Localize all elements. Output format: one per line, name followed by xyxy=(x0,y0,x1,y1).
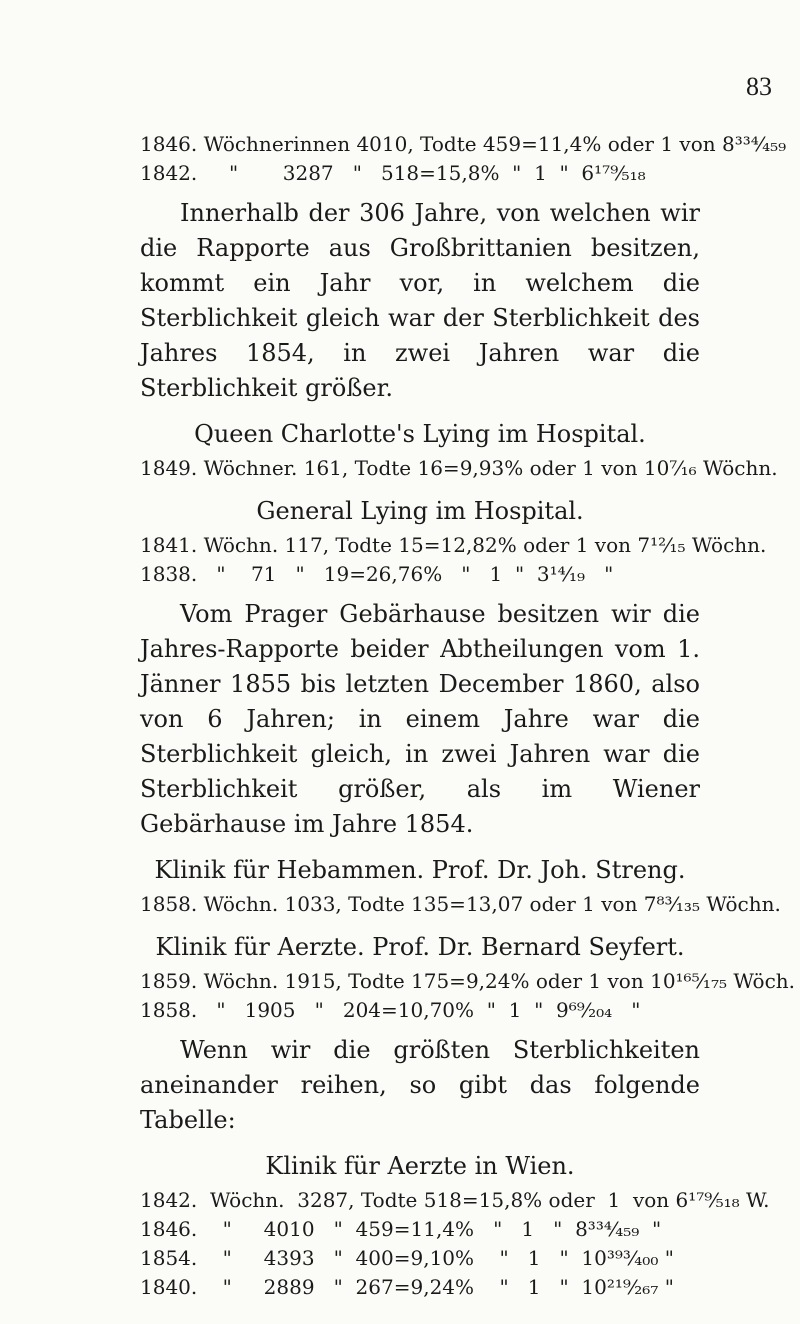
paragraph-great-britain: Innerhalb der 306 Jahre, von welchen wir die Rapporte aus Großbrittanien besitzen, kommt ein Jahr vor, in welchem die Sterblichkeit gleich war der Sterblichkeit des Jahres 1854, in zwei Jahren war die Sterblichkeit größer. xyxy=(140,199,700,402)
stat-seyfert-1858: 1858. " 1905 " 204=10,70% " 1 " 9⁶⁹⁄₂₀₄ " xyxy=(140,998,641,1022)
heading-general-lying-in: General Lying im Hospital. xyxy=(256,497,584,525)
heading-klinik-hebammen: Klinik für Hebammen. Prof. Dr. Joh. Streng. xyxy=(154,856,686,884)
stat-seyfert-1859: 1859. Wöchn. 1915, Todte 175=9,24% oder 1 von 10¹⁶⁵⁄₁₇₅ Wöch. xyxy=(140,969,796,993)
page-number: 83 xyxy=(746,72,772,101)
page-content xyxy=(140,130,796,1302)
heading-klinik-aerzte-wien: Klinik für Aerzte in Wien. xyxy=(265,1152,575,1180)
stat-line-1846: 1846. Wöchnerinnen 4010, Todte 459=11,4% oder 1 von 8³³⁴⁄₄₅₉ xyxy=(140,132,787,156)
paragraph-largest-mortality: Wenn wir die größten Sterblichkeiten aneinander reihen, so gibt das folgende Tabelle: xyxy=(140,1036,700,1134)
stat-line-1842: 1842. " 3287 " 518=15,8% " 1 " 6¹⁷⁹⁄₅₁₈ xyxy=(140,161,646,185)
wien-row-1840: 1840. " 2889 " 267=9,24% " 1 " 10²¹⁹⁄₂₆₇ " xyxy=(140,1275,674,1299)
wien-row-1854: 1854. " 4393 " 400=9,10% " 1 " 10³⁹³⁄₄₀₀ " xyxy=(140,1246,674,1270)
stat-general-1838: 1838. " 71 " 19=26,76% " 1 " 3¹⁴⁄₁₉ " xyxy=(140,562,614,586)
stat-general-1841: 1841. Wöchn. 117, Todte 15=12,82% oder 1 von 7¹²⁄₁₅ Wöchn. xyxy=(140,533,767,557)
stat-streng-1858: 1858. Wöchn. 1033, Todte 135=13,07 oder 1 von 7⁸³⁄₁₃₅ Wöchn. xyxy=(140,892,781,916)
heading-klinik-aerzte-seyfert: Klinik für Aerzte. Prof. Dr. Bernard Seyfert. xyxy=(155,933,685,961)
heading-queen-charlotte: Queen Charlotte's Lying im Hospital. xyxy=(194,420,646,448)
wien-row-1846: 1846. " 4010 " 459=11,4% " 1 " 8³³⁴⁄₄₅₉ " xyxy=(140,1217,662,1241)
paragraph-prague: Vom Prager Gebärhause besitzen wir die Jahres-Rapporte beider Abtheilungen vom 1. Jänner 1855 bis letzten December 1860, also von 6 Jahren; in einem Jahre war die Sterblichkeit gleich, in zwei Jahren war die Sterblichkeit größer, als im Wiener Gebärhause im Jahre 1854. xyxy=(140,600,700,838)
stat-queen-1849: 1849. Wöchner. 161, Todte 16=9,93% oder 1 von 10⁷⁄₁₆ Wöchn. xyxy=(140,456,778,480)
wien-row-1842: 1842. Wöchn. 3287, Todte 518=15,8% oder 1 von 6¹⁷⁹⁄₅₁₈ W. xyxy=(140,1188,770,1212)
